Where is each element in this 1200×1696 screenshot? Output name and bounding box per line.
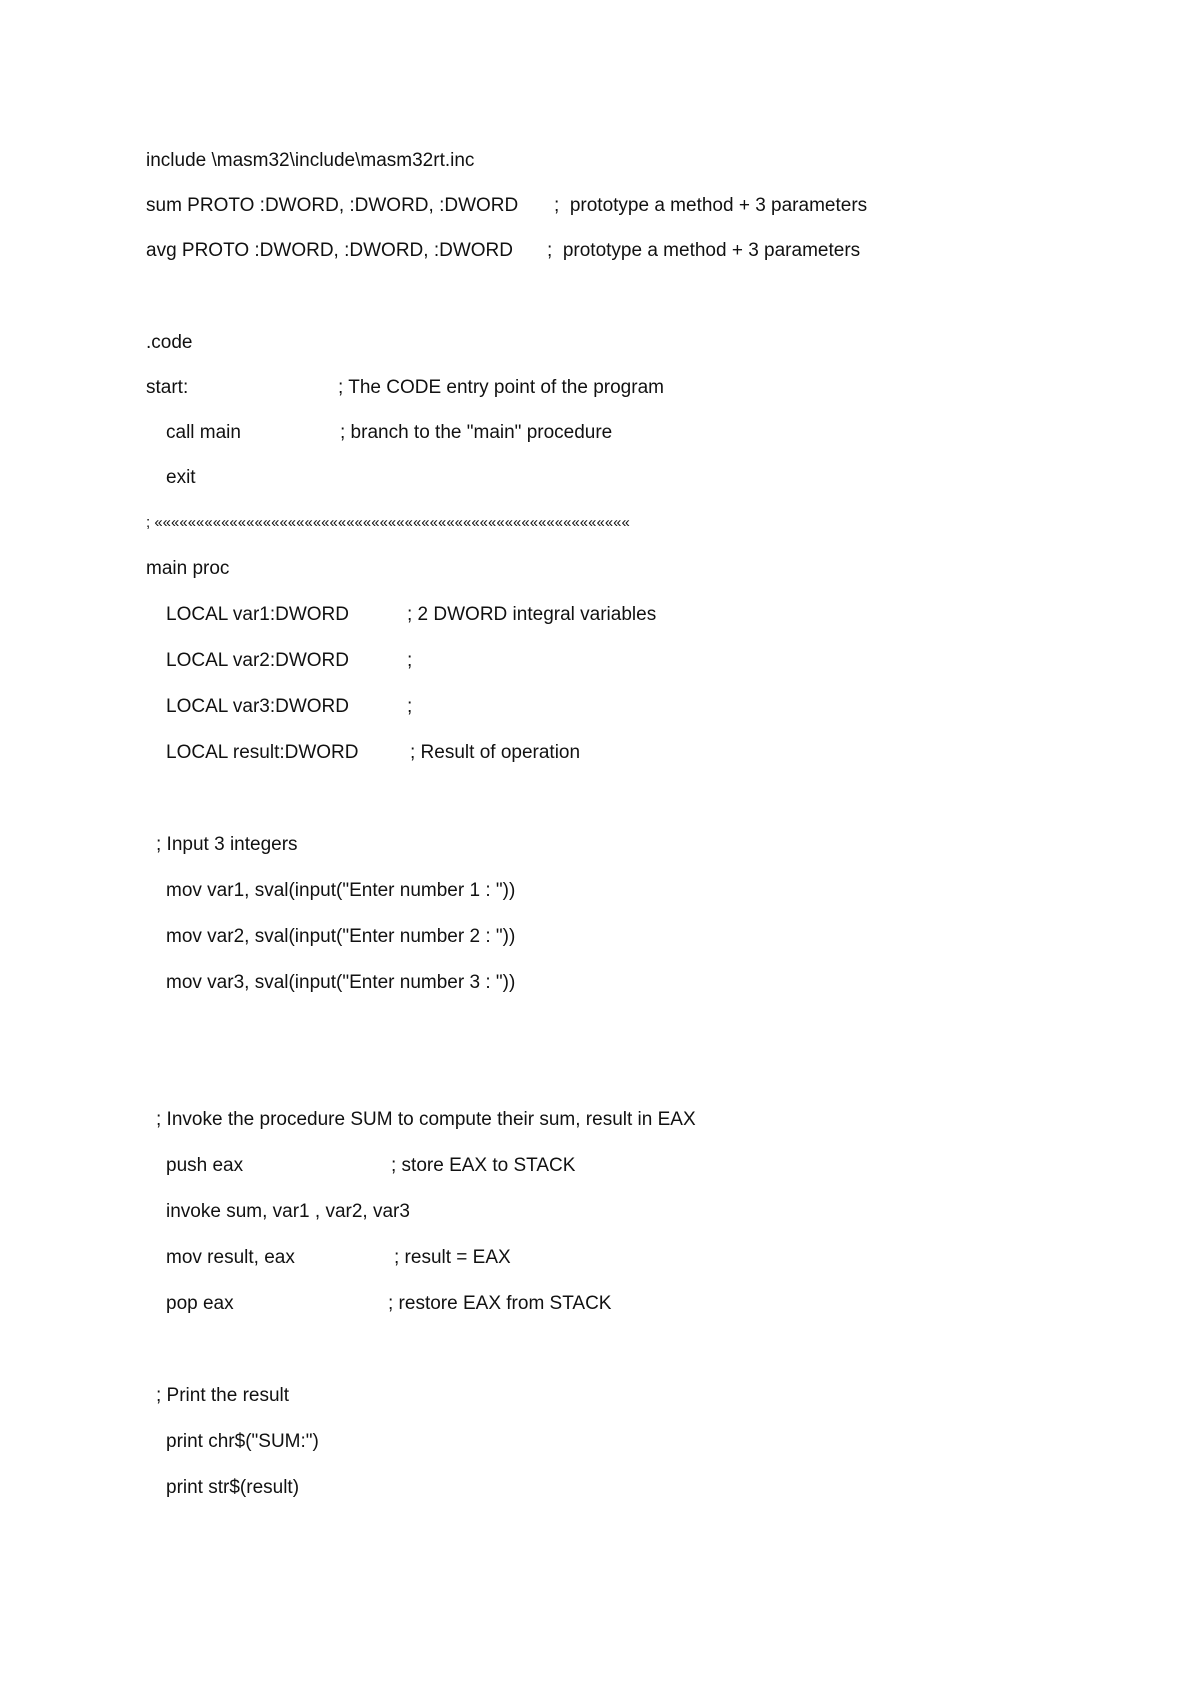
code-line-call-main: [166, 418, 613, 448]
code-text: mov result, eax: [166, 1247, 295, 1268]
code-comment: ; prototype a method + 3 parameters: [554, 195, 868, 216]
code-line-invoke-comment: [156, 1105, 696, 1135]
code-comment: ; Result of operation: [410, 742, 581, 763]
code-text: start:: [146, 377, 189, 398]
code-line-local-result: [166, 738, 581, 768]
code-text: mov var3, sval(input("Enter number 3 : ")): [166, 972, 516, 993]
code-line-print-label: [166, 1427, 319, 1457]
code-line-input-comment: [156, 830, 298, 860]
code-comment: ; store EAX to STACK: [391, 1155, 576, 1176]
code-line-sum-proto: [146, 191, 868, 221]
code-text: ; Invoke the procedure SUM to compute their sum, result in EAX: [156, 1109, 696, 1130]
code-line-local-var2: [166, 646, 413, 676]
code-comment: ; prototype a method + 3 parameters: [547, 240, 861, 261]
code-line-exit: [166, 463, 196, 493]
code-text: pop eax: [166, 1293, 234, 1314]
code-line-mov-var3: [166, 968, 516, 998]
code-text: .code: [146, 332, 193, 353]
code-text: LOCAL var1:DWORD: [166, 604, 349, 625]
code-line-invoke-sum: [166, 1197, 410, 1227]
code-comment: ; restore EAX from STACK: [388, 1293, 612, 1314]
code-comment: ; result = EAX: [394, 1247, 511, 1268]
code-line-separator: [146, 508, 630, 538]
code-text: ; Input 3 integers: [156, 834, 298, 855]
code-text: mov var2, sval(input("Enter number 2 : ")): [166, 926, 516, 947]
code-text: push eax: [166, 1155, 244, 1176]
code-text: call main: [166, 422, 241, 443]
code-line-include: [146, 146, 475, 176]
code-line-start: [146, 373, 664, 403]
code-text: sum PROTO :DWORD, :DWORD, :DWORD: [146, 195, 519, 216]
code-text: print str$(result): [166, 1477, 300, 1498]
code-line-local-var1: [166, 600, 657, 630]
code-comment: ;: [407, 650, 413, 671]
code-text: include \masm32\include\masm32rt.inc: [146, 150, 475, 171]
code-text: ; Print the result: [156, 1385, 290, 1406]
code-text: LOCAL result:DWORD: [166, 742, 359, 763]
code-comment: ; 2 DWORD integral variables: [407, 604, 657, 625]
code-line-mov-var2: [166, 922, 516, 952]
code-text: mov var1, sval(input("Enter number 1 : ")): [166, 880, 516, 901]
code-line-print-comment: [156, 1381, 290, 1411]
code-text: LOCAL var2:DWORD: [166, 650, 349, 671]
code-line-code-directive: [146, 328, 193, 358]
code-line-print-value: [166, 1473, 300, 1503]
code-comment: ; The CODE entry point of the program: [338, 377, 664, 398]
code-line-local-var3: [166, 692, 413, 722]
code-comment: ; branch to the "main" procedure: [340, 422, 613, 443]
code-line-main-proc: [146, 554, 230, 584]
code-text: main proc: [146, 558, 230, 579]
code-line-mov-var1: [166, 876, 516, 906]
code-text: invoke sum, var1 , var2, var3: [166, 1201, 410, 1222]
code-line-pop-eax: [166, 1289, 612, 1319]
code-text: exit: [166, 467, 196, 488]
code-text: avg PROTO :DWORD, :DWORD, :DWORD: [146, 240, 513, 261]
code-text: LOCAL var3:DWORD: [166, 696, 349, 717]
code-text: print chr$("SUM:"): [166, 1431, 319, 1452]
code-line-avg-proto: [146, 236, 861, 266]
code-line-mov-result: [166, 1243, 511, 1273]
code-line-push-eax: [166, 1151, 576, 1181]
code-comment: ;: [407, 696, 413, 717]
code-text: ; «««««««««««««««««««««««««««««««««««««««««««««««««««««««««: [146, 514, 630, 531]
